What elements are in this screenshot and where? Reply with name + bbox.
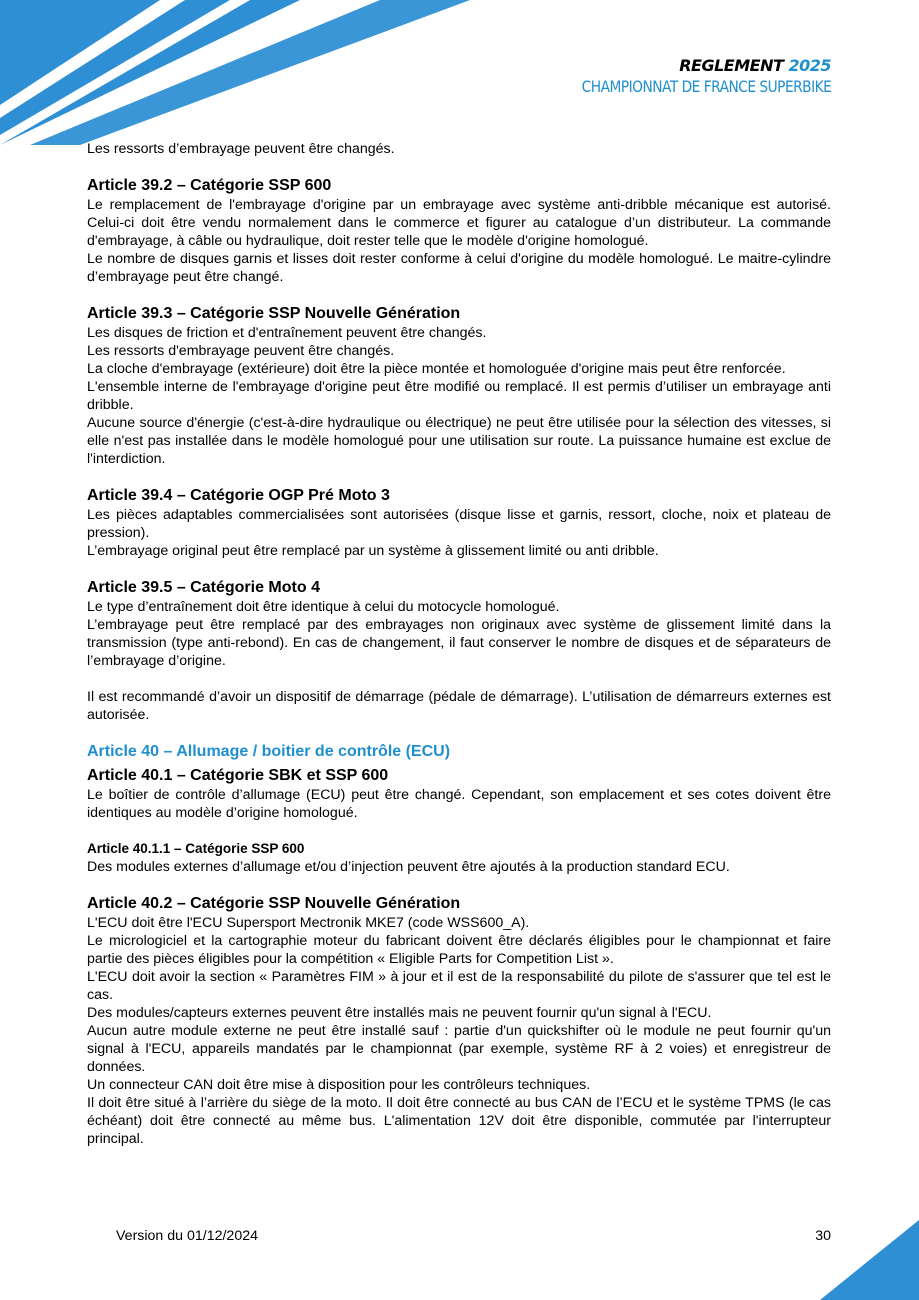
header-subtitle: CHAMPIONNAT DE FRANCE SUPERBIKE [581,77,831,96]
article-39-3-heading: Article 39.3 – Catégorie SSP Nouvelle Génération [87,305,461,322]
page-number: 30 [815,1228,831,1244]
article-40-2-p1: L'ECU doit être l'ECU Supersport Mectronik MKE7 (code WSS600_A). [87,915,530,931]
article-39-3-p1: Les disques de friction et d'entraînement peuvent être changés. [87,325,487,341]
article-40-1-1-p1: Des modules externes d’allumage et/ou d’injection peuvent être ajoutés à la production standard ECU. [87,859,730,875]
article-39-5-p3: Il est recommandé d’avoir un dispositif de démarrage (pédale de démarrage). L’utilisation de démarreurs externes est autorisée. [87,689,831,723]
document-header [541,56,831,98]
footer-corner-graphic [780,1180,919,1300]
article-40-1-p1: Le boîtier de contrôle d’allumage (ECU) peut être changé. Cependant, son emplacement et ses cotes doivent être identiques au modèle d’origine homologué. [87,787,831,821]
article-39-2-p2: Le nombre de disques garnis et lisses doit rester conforme à celui d'origine du modèle homologué. Le maitre-cylindre d’embrayage peut être changé. [87,251,831,285]
article-40-heading: Article 40 – Allumage / boitier de contrôle (ECU) [87,743,451,760]
article-39-5-heading: Article 39.5 – Catégorie Moto 4 [87,579,320,596]
article-39-3-p4: L'ensemble interne de l'embrayage d'origine peut être modifié ou remplacé. Il est permis d’utiliser un embrayage anti dribble. [87,379,831,413]
article-40-1-heading: Article 40.1 – Catégorie SBK et SSP 600 [87,767,389,784]
article-39-5-p2: L’embrayage peut être remplacé par des embrayages non originaux avec système de glissement limité dans la transmission (type anti-rebond). En cas de changement, il faut conserver le nombre de disques et de séparateurs de l’embrayage d’origine. [87,617,831,669]
header-year: 2025 [788,56,831,75]
article-39-2-heading: Article 39.2 – Catégorie SSP 600 [87,177,332,194]
article-40-2-p5: Aucun autre module externe ne peut être installé sauf : partie d'un quickshifter où le module ne peut fournir qu'un signal à l'ECU, appareils mandatés par le championnat (par exemple, système RF à 2 voies) et enregistreur de données. [87,1023,831,1075]
article-39-3-p2: Les ressorts d'embrayage peuvent être changés. [87,343,395,359]
article-40-2-p3: L'ECU doit avoir la section « Paramètres FIM » à jour et il est de la responsabilité du pilote de s'assurer que tel est le cas. [87,969,831,1003]
article-40-2-p2: Le micrologiciel et la cartographie moteur du fabricant doivent être déclarés éligibles pour le championnat et faire partie des pièces éligibles pour la compétition « Eligible Parts for Competition List ». [87,933,831,967]
header-stripes-graphic [0,0,480,145]
header-title [541,56,831,76]
header-title-prefix: REGLEMENT [679,56,784,75]
article-40-2-p6: Un connecteur CAN doit être mise à disposition pour les contrôleurs techniques. [87,1077,591,1093]
article-40-2-p4: Des modules/capteurs externes peuvent être installés mais ne peuvent fournir qu'un signal à l'ECU. [87,1005,712,1021]
footer-version: Version du 01/12/2024 [116,1228,258,1244]
article-40-2-heading: Article 40.2 – Catégorie SSP Nouvelle Génération [87,895,461,912]
article-39-4-heading: Article 39.4 – Catégorie OGP Pré Moto 3 [87,487,390,504]
document-body [87,140,831,1148]
article-40-1-1-heading: Article 40.1.1 – Catégorie SSP 600 [87,841,305,856]
article-39-4-p2: L’embrayage original peut être remplacé par un système à glissement limité ou anti dribble. [87,543,659,559]
article-39-5-p1: Le type d’entraînement doit être identique à celui du motocycle homologué. [87,599,560,615]
article-39-3-p3: La cloche d'embrayage (extérieure) doit être la pièce montée et homologuée d'origine mais peut être renforcée. [87,361,786,377]
article-39-3-p5: Aucune source d'énergie (c'est-à-dire hydraulique ou électrique) ne peut être utilisée pour la sélection des vitesses, si elle n'est pas installée dans le modèle homologué pour une utilisation sur route. La puissance humaine est exclue de l'interdiction. [87,415,831,467]
article-39-4-p1: Les pièces adaptables commercialisées sont autorisées (disque lisse et garnis, ressort, cloche, noix et plateau de pression). [87,507,831,541]
intro-paragraph: Les ressorts d’embrayage peuvent être changés. [87,141,395,157]
article-40-2-p7: Il doit être situé à l’arrière du siège de la moto. Il doit être connecté au bus CAN de l’ECU et le système TPMS (le cas échéant) doit être connecté au même bus. L'alimentation 12V doit être disponible, commutée par l'interrupteur principal. [87,1095,831,1147]
article-39-2-p1: Le remplacement de l'embrayage d'origine par un embrayage avec système anti-dribble mécanique est autorisé. Celui-ci doit être vendu normalement dans le commerce et figurer au catalogue d’un distributeur. La commande d'embrayage, à câble ou hydraulique, doit rester telle que le modèle d'origine homologué. [87,197,831,249]
